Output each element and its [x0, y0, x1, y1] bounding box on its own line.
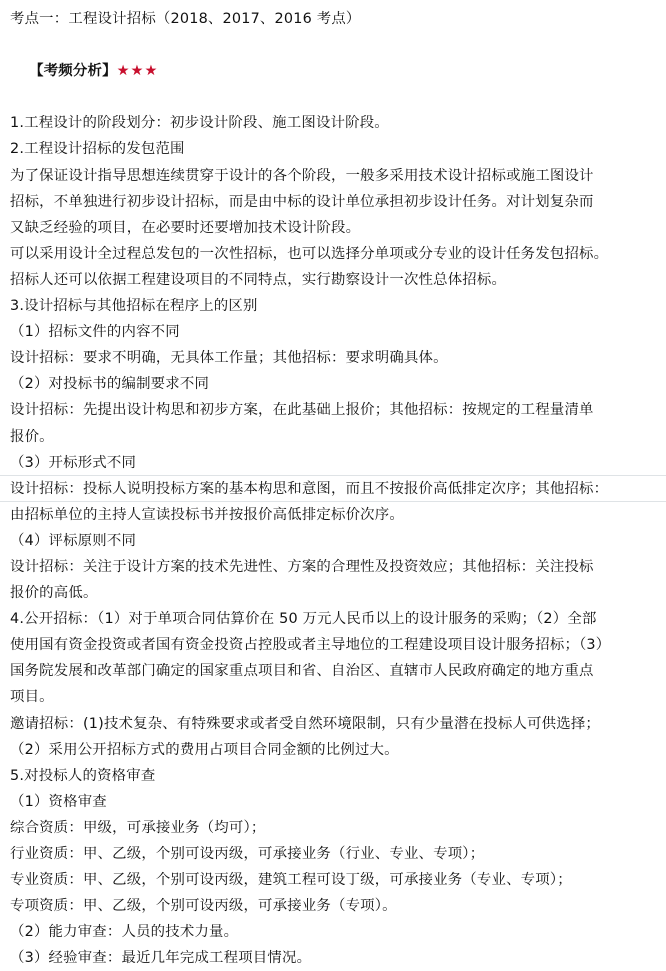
- body-line: 报价的高低。: [10, 585, 98, 602]
- body-line: 可以采用设计全过程总发包的一次性招标，也可以选择分单项或分专业的设计任务发包招标。: [10, 245, 609, 262]
- body-line: 1.工程设计的阶段划分：初步设计阶段、施工图设计阶段。: [10, 115, 389, 132]
- body-line: （1）资格审查: [10, 793, 107, 810]
- body-line: 3.设计招标与其他招标在程序上的区别: [10, 298, 258, 315]
- body-line: （2）采用公开招标方式的费用占项目合同金额的比例过大。: [10, 741, 399, 758]
- body-line: 招标，不单独进行初步设计招标，而是由中标的设计单位承担初步设计任务。对计划复杂而: [10, 193, 594, 210]
- body-line: （3）经验审查：最近几年完成工程项目情况。: [10, 950, 312, 967]
- analysis-label: 【考频分析】: [29, 63, 117, 80]
- body-line: 又缺乏经验的项目，在必要时还要增加技术设计阶段。: [10, 219, 361, 236]
- body-line: 5.对投标人的资格审查: [10, 767, 156, 784]
- body-line: 综合资质：甲级，可承接业务（均可）；: [10, 819, 266, 836]
- body-line: （3）开标形式不同: [10, 450, 654, 476]
- body-line: 设计招标：先提出设计构思和初步方案，在此基础上报价；其他招标：按规定的工程量清单: [10, 402, 594, 419]
- body-line: 设计招标：关注于设计方案的技术先进性、方案的合理性及投资效应；其他招标：关注投标: [10, 558, 594, 575]
- body-line: 4.公开招标：（1）对于单项合同估算价在 50 万元人民币以上的设计服务的采购；（2）全部: [10, 611, 597, 628]
- body-line: 行业资质：甲、乙级，个别可设丙级，可承接业务（行业、专业、专项）；: [10, 846, 485, 862]
- body-line: 设计招标：要求不明确，无具体工作量；其他招标：要求明确具体。: [10, 350, 448, 367]
- frequency-stars: ★★★: [116, 63, 159, 80]
- body-line: 由招标单位的主持人宣读投标书并按报价高低排定标价次序。: [10, 506, 404, 523]
- body-line: 邀请招标：(1)技术复杂、有特殊要求或者受自然环境限制，只有少量潜在投标人可供选择；: [10, 715, 601, 732]
- body-line: 使用国有资金投资或者国有资金投资占控股或者主导地位的工程建设项目设计服务招标；（3）: [10, 637, 611, 654]
- analysis-heading: [10, 32, 654, 110]
- body-line: 国务院发展和改革部门确定的国家重点项目和省、自治区、直辖市人民政府确定的地方重点: [10, 663, 594, 680]
- body-line: （2）对投标书的编制要求不同: [10, 376, 210, 393]
- body-line: 设计招标：投标人说明投标方案的基本构思和意图，而且不按报价高低排定次序；其他招标：: [10, 476, 654, 502]
- body-line: 专项资质：甲、乙级，个别可设丙级，可承接业务（专项）。: [10, 898, 397, 915]
- body-line: （4）评标原则不同: [10, 532, 137, 549]
- page-title: 考点一：工程设计招标（2018、2017、2016 考点）: [10, 11, 361, 27]
- body-line: 专业资质：甲、乙级，个别可设丙级，建筑工程可设丁级，可承接业务（专业、专项）；: [10, 872, 572, 889]
- body-line: （1）招标文件的内容不同: [10, 324, 180, 341]
- body-line: 报价。: [10, 428, 54, 445]
- body-line: （2）能力审查：人员的技术力量。: [10, 924, 239, 941]
- body-line: 项目。: [10, 689, 54, 706]
- body-line: 为了保证设计指导思想连续贯穿于设计的各个阶段，一般多采用技术设计招标或施工图设计: [10, 167, 594, 184]
- body-line: 招标人还可以依据工程建设项目的不同特点，实行勘察设计一次性总体招标。: [10, 271, 507, 288]
- body-line: 2.工程设计招标的发包范围: [10, 141, 185, 158]
